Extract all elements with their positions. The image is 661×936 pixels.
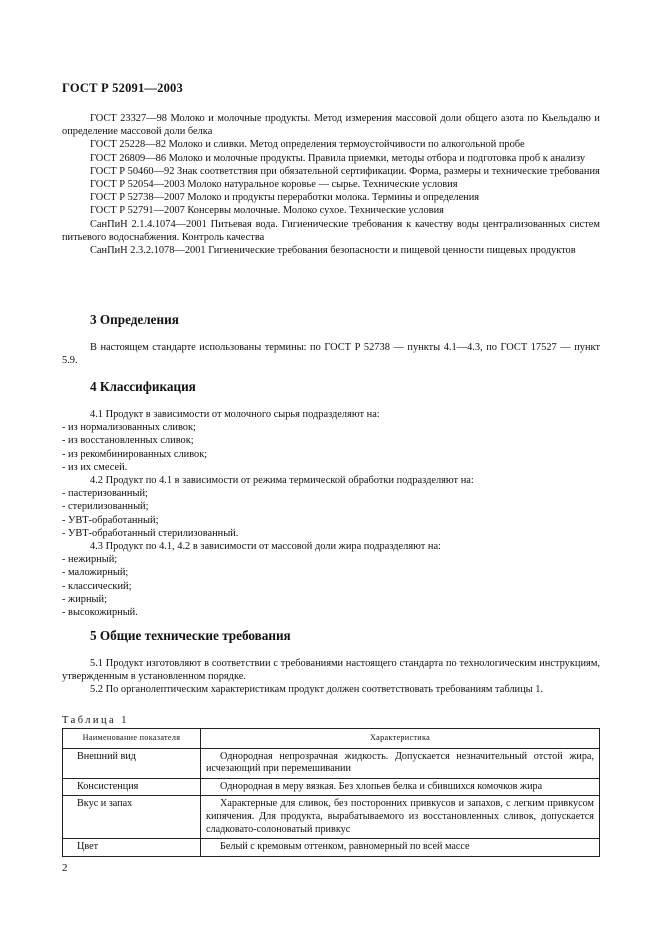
document-header: ГОСТ Р 52091—2003 (62, 81, 183, 95)
table-row (63, 748, 600, 778)
page-number: 2 (62, 862, 68, 874)
column-header: Характеристика (201, 729, 600, 749)
list-item: - из восстановленных сливок; (62, 435, 194, 447)
column-header: Наименование показателя (63, 729, 201, 749)
reference-item: ГОСТ Р 50460—92 Знак соответствия при обязательной сертификации. Форма, размеры и технические требования (90, 165, 600, 177)
characteristic-cell: Однородная непрозрачная жидкость. Допускается незначительный отстой жира, исчезающий при перемешивании (201, 748, 600, 778)
paragraph-4-1: 4.1 Продукт в зависимости от молочного сырья подразделяют на: (90, 409, 380, 420)
indicator-cell: Цвет (63, 839, 201, 857)
reference-item: СанПиН 2.3.2.1078—2001 Гигиенические требования безопасности и пищевой ценности пищевых продуктов (90, 245, 576, 257)
section-5-body (62, 657, 600, 697)
reference-item: ГОСТ 23327—98 Молоко и молочные продукты. Метод измерения массовой доли общего азота по Кьельдалю и определение массовой доли белка (62, 113, 600, 138)
characteristic-cell: Характерные для сливок, без посторонних привкусов и запахов, с легким привкусом кипячения. Для продукта, вырабатываемого из восстановленных сливок, допускается сладковато-солоноватый привкус (201, 796, 600, 839)
list-item: - из их смесей. (62, 461, 128, 473)
reference-item: ГОСТ Р 52791—2007 Консервы молочные. Молоко сухое. Технические условия (90, 205, 444, 217)
section-4-body (62, 408, 600, 619)
list-item: - из нормализованных сливок; (62, 422, 196, 434)
section-5-heading: 5 Общие технические требования (90, 628, 291, 643)
list-item: - высокожирный. (62, 607, 138, 619)
list-item: - пастеризованный; (62, 488, 148, 500)
list-item: - нежирный; (62, 554, 118, 566)
organoleptic-table (62, 728, 600, 857)
section-4-heading: 4 Классификация (90, 379, 196, 394)
list-item: - классический; (62, 580, 132, 592)
table-row (63, 796, 600, 839)
table-caption: Таблица 1 (62, 715, 129, 726)
section-3-heading: 3 Определения (90, 312, 179, 327)
list-item: - стерилизованный; (62, 501, 149, 513)
characteristic-cell: Белый с кремовым оттенком, равномерный по всей массе (201, 839, 600, 857)
section-3-text: В настоящем стандарте использованы термины: по ГОСТ Р 52738 — пункты 4.1—4.3, по ГОСТ 17527 — пункт 5.9. (62, 342, 600, 367)
reference-item: ГОСТ Р 52738—2007 Молоко и продукты переработки молока. Термины и определения (90, 192, 480, 204)
reference-item: СанПиН 2.1.4.1074—2001 Питьевая вода. Гигиенические требования к качеству воды централизованных систем питьевого водоснабжения. Контроль качества (62, 218, 600, 243)
table-header-row (63, 729, 600, 749)
list-item: - маложирный; (62, 567, 129, 579)
list-item: - из рекомбинированных сливок; (62, 448, 208, 460)
list-item: - УВТ-обработанный; (62, 514, 159, 526)
table-row (63, 839, 600, 857)
indicator-cell: Вкус и запах (63, 796, 201, 839)
list-item: - УВТ-обработанный стерилизованный. (62, 527, 239, 539)
paragraph-5-2: 5.2 По органолептическим характеристикам продукт должен соответствовать требованиям таблицы 1. (90, 684, 544, 696)
paragraph-4-3: 4.3 Продукт по 4.1, 4.2 в зависимости от массовой доли жира подразделяют на: (90, 541, 441, 553)
paragraph-5-1: 5.1 Продукт изготовляют в соответствии с требованиями настоящего стандарта по технологическим инструкциям, утвержденным в установленном порядке. (62, 658, 600, 683)
reference-item: ГОСТ Р 52054—2003 Молоко натуральное коровье — сырье. Технические условия (90, 179, 458, 191)
reference-list (62, 112, 600, 257)
reference-item: ГОСТ 26809—86 Молоко и молочные продукты. Правила приемки, методы отбора и подготовка проб к анализу (90, 152, 586, 164)
list-item: - жирный; (62, 593, 107, 605)
characteristic-cell: Однородная в меру вязкая. Без хлопьев белка и сбившихся комочков жира (201, 778, 600, 796)
reference-item: ГОСТ 25228—82 Молоко и сливки. Метод определения термоустойчивости по алкогольной пробе (90, 139, 525, 151)
table-row (63, 778, 600, 796)
indicator-cell: Внешний вид (63, 748, 201, 778)
section-3-body (62, 341, 600, 367)
paragraph-4-2: 4.2 Продукт по 4.1 в зависимости от режима термической обработки подразделяют на: (90, 475, 474, 487)
indicator-cell: Консистенция (63, 778, 201, 796)
